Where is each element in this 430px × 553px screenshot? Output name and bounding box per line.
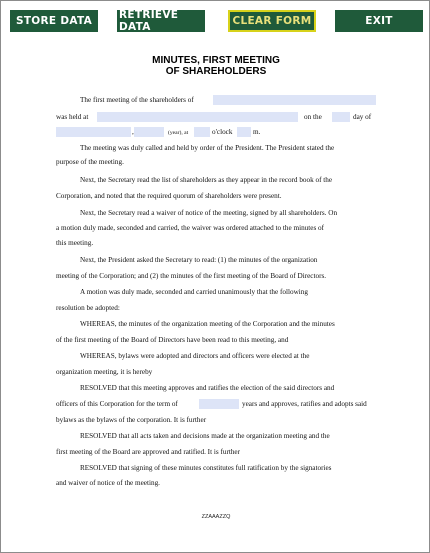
- paragraph-line: WHEREAS, the minutes of the organization meeting of the Corporation and the minutes: [80, 320, 335, 328]
- corporation-name-field[interactable]: [213, 95, 376, 105]
- footer-code: ZZAAAZZQ: [201, 514, 231, 520]
- paragraph-line: A motion was duly made, seconded and carried unanimously that the following: [80, 288, 308, 296]
- store-data-button[interactable]: STORE DATA: [10, 10, 98, 32]
- paragraph-line: RESOLVED that signing of these minutes constitutes full ratification by the signatories: [80, 464, 332, 472]
- meeting-month-field[interactable]: [56, 127, 131, 137]
- intro-prefix-text: The first meeting of the shareholders of: [80, 96, 194, 104]
- paragraph-line: resolution be adopted:: [56, 304, 120, 312]
- oclock-text: o'clock: [212, 128, 233, 136]
- am-pm-field[interactable]: [237, 127, 251, 137]
- exit-button[interactable]: EXIT: [335, 10, 423, 32]
- on-the-text: on the: [304, 113, 322, 121]
- paragraph-line: officers of this Corporation for the term of: [56, 400, 178, 408]
- meeting-hour-field[interactable]: [194, 127, 210, 137]
- paragraph-line: RESOLVED that this meeting approves and ratifies the election of the said directors and: [80, 384, 335, 392]
- meeting-year-field[interactable]: [134, 127, 164, 137]
- paragraph-line: and waiver of notice of the meeting.: [56, 479, 160, 487]
- term-years-field[interactable]: [199, 399, 239, 409]
- paragraph-line: Next, the Secretary read a waiver of notice of the meeting, signed by all shareholders. On: [80, 209, 338, 217]
- paragraph-line: WHEREAS, bylaws were adopted and directors and officers were elected at the: [80, 352, 310, 360]
- paragraph-line: years and approves, ratifies and adopts said: [242, 400, 367, 408]
- paragraph-line: meeting of the Corporation; and (2) the minutes of the first meeting of the Board of Directors.: [56, 272, 327, 280]
- paragraph-line: Corporation, and noted that the required quorum of shareholders were present.: [56, 192, 282, 200]
- paragraph-line: The meeting was duly called and held by order of the President. The President stated the: [80, 144, 335, 152]
- meeting-location-field[interactable]: [97, 112, 298, 122]
- form-toolbar: [1, 1, 430, 37]
- paragraph-line: first meeting of the Board are approved and ratified. It is further: [56, 448, 241, 456]
- day-of-text: day of: [353, 113, 372, 121]
- meeting-day-field[interactable]: [332, 112, 350, 122]
- paragraph-line: of the first meeting of the Board of Directors have been read to this meeting, and: [56, 336, 289, 344]
- page-title-line-2: OF SHAREHOLDERS: [165, 66, 267, 77]
- paragraph-line: organization meeting, it is hereby: [56, 368, 153, 376]
- retrieve-data-button[interactable]: RETRIEVE DATA: [117, 10, 205, 32]
- m-suffix-text: m.: [253, 128, 261, 136]
- paragraph-line: Next, the Secretary read the list of shareholders as they appear in the record book of the: [80, 176, 333, 184]
- paragraph-line: RESOLVED that all acts taken and decisions made at the organization meeting and the: [80, 432, 330, 440]
- held-at-text: was held at: [56, 113, 89, 121]
- comma-text: ,: [132, 128, 134, 136]
- paragraph-line: Next, the President asked the Secretary to read: (1) the minutes of the organization: [80, 256, 318, 264]
- paragraph-line: purpose of the meeting.: [56, 158, 124, 166]
- paragraph-line: bylaws as the bylaws of the corporation. It is further: [56, 416, 207, 424]
- clear-form-button[interactable]: CLEAR FORM: [228, 10, 316, 32]
- year-at-text: (year), at: [168, 130, 189, 136]
- page-title-line-1: MINUTES, FIRST MEETING: [152, 55, 280, 66]
- paragraph-line: a motion duly made, seconded and carried, the waiver was ordered attached to the minutes of: [56, 224, 325, 232]
- paragraph-line: this meeting.: [56, 239, 94, 247]
